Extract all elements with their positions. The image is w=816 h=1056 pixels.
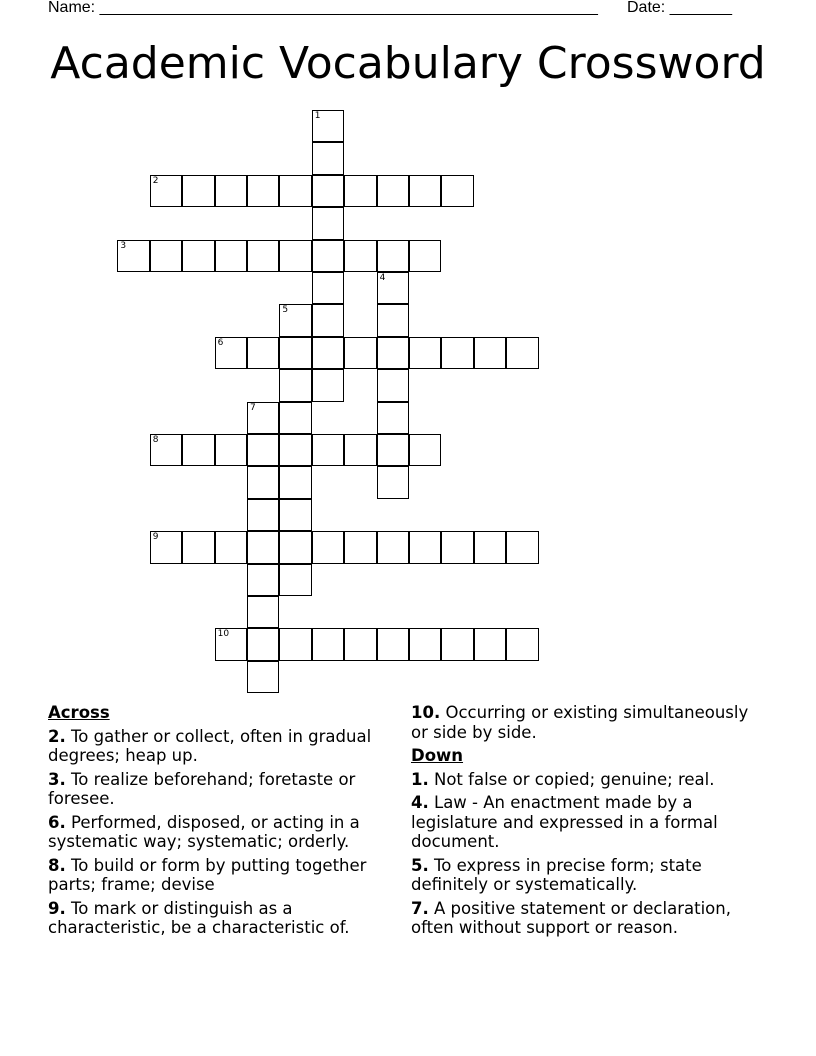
clues-left-column (48, 703, 398, 942)
clue-number-label: 10 (217, 629, 230, 640)
clue-text: To build or form by putting together parts; frame; devise (48, 855, 367, 894)
clue-text: Occurring or existing simultaneously or side by side. (411, 703, 749, 742)
grid-cell[interactable] (377, 402, 409, 434)
clue-number-label: 6 (217, 337, 224, 348)
grid-cell[interactable] (312, 110, 344, 142)
grid-cell[interactable] (247, 564, 279, 596)
clue-number: 7. (411, 898, 429, 918)
grid-cell[interactable] (506, 531, 538, 563)
clue-number-label: 8 (152, 435, 159, 445)
date-field[interactable]: Date: _______ (627, 0, 732, 16)
clue-text: To gather or collect, often in gradual degrees; heap up. (48, 726, 372, 765)
grid-cell[interactable] (312, 240, 344, 272)
clue-number-label: 7 (250, 402, 256, 413)
grid-cell[interactable] (377, 272, 409, 304)
grid-cell[interactable] (441, 531, 473, 563)
grid-cell[interactable] (409, 531, 441, 563)
grid-cell[interactable] (279, 240, 311, 272)
grid-cell[interactable] (312, 369, 344, 401)
grid-cell[interactable] (279, 564, 311, 596)
clue-text: To realize beforehand; foretaste or foresee. (48, 769, 356, 808)
grid-cell[interactable] (441, 175, 473, 207)
grid-cell[interactable] (150, 240, 182, 272)
grid-cell[interactable] (247, 240, 279, 272)
clue-number-label: 3 (120, 240, 127, 251)
clue-number: 3. (48, 769, 66, 789)
grid-cell[interactable] (409, 434, 441, 466)
clue-across-9 (48, 899, 398, 938)
grid-cell[interactable] (312, 531, 344, 563)
grid-cell[interactable] (409, 240, 441, 272)
grid-cell[interactable] (344, 434, 376, 466)
grid-cell[interactable] (377, 531, 409, 563)
grid-cell[interactable] (441, 628, 473, 660)
grid-cell[interactable] (215, 628, 247, 660)
grid-cell[interactable] (215, 434, 247, 466)
clue-across-10 (411, 703, 761, 742)
clue-number-label: 9 (152, 532, 159, 543)
clue-down-7 (411, 899, 761, 938)
grid-cell[interactable] (441, 337, 473, 369)
grid-cell[interactable] (150, 175, 182, 207)
grid-cell[interactable] (377, 337, 409, 369)
grid-cell[interactable] (279, 175, 311, 207)
clue-number: 6. (48, 812, 66, 832)
down-heading: Down (411, 746, 464, 765)
clue-across-2 (48, 727, 398, 766)
grid-cell[interactable] (279, 434, 311, 466)
grid-cell[interactable] (279, 466, 311, 498)
grid-cell[interactable] (312, 337, 344, 369)
page-title: Academic Vocabulary Crossword (50, 38, 766, 89)
grid-cell[interactable] (312, 207, 344, 239)
clue-text: Not false or copied; genuine; real. (428, 769, 715, 789)
grid-cell[interactable] (247, 434, 279, 466)
clue-number-label: 4 (379, 273, 386, 283)
grid-cell[interactable] (474, 337, 506, 369)
grid-cell[interactable] (247, 175, 279, 207)
grid-cell[interactable] (117, 240, 149, 272)
clue-text: Law - An enactment made by a legislature and expressed in a formal document. (411, 793, 718, 851)
clue-number-label: 5 (282, 305, 289, 316)
grid-cell[interactable] (247, 661, 279, 693)
grid-cell[interactable] (409, 628, 441, 660)
grid-cell[interactable] (279, 402, 311, 434)
grid-cell[interactable] (312, 434, 344, 466)
clue-number: 10. (411, 703, 441, 722)
grid-cell[interactable] (312, 628, 344, 660)
clue-number-label: 2 (152, 175, 159, 186)
grid-cell[interactable] (344, 531, 376, 563)
grid-cell[interactable] (312, 175, 344, 207)
grid-cell[interactable] (377, 466, 409, 498)
grid-cell[interactable] (247, 628, 279, 660)
grid-cell[interactable] (215, 531, 247, 563)
clues-right-column (411, 703, 761, 942)
grid-cell[interactable] (506, 337, 538, 369)
clue-across-8 (48, 856, 398, 895)
grid-cell[interactable] (312, 304, 344, 336)
grid-cell[interactable] (377, 240, 409, 272)
clue-across-6 (48, 813, 398, 852)
grid-cell[interactable] (279, 499, 311, 531)
grid-cell[interactable] (247, 466, 279, 498)
grid-cell[interactable] (182, 175, 214, 207)
grid-cell[interactable] (247, 499, 279, 531)
clue-number: 1. (411, 769, 429, 789)
clue-down-5 (411, 856, 761, 895)
across-heading: Across (48, 703, 110, 722)
grid-cell[interactable] (377, 369, 409, 401)
clue-number: 9. (48, 898, 66, 918)
grid-cell[interactable] (377, 304, 409, 336)
grid-cell[interactable] (344, 337, 376, 369)
clue-down-1 (411, 770, 761, 790)
grid-cell[interactable] (215, 240, 247, 272)
grid-cell[interactable] (182, 434, 214, 466)
grid-cell[interactable] (344, 240, 376, 272)
grid-cell[interactable] (377, 175, 409, 207)
grid-cell[interactable] (279, 304, 311, 336)
clue-text: To express in precise form; state definitely or systematically. (411, 855, 702, 894)
grid-cell[interactable] (409, 175, 441, 207)
clue-text: Performed, disposed, or acting in a systematic way; systematic; orderly. (48, 812, 360, 851)
grid-cell[interactable] (344, 628, 376, 660)
grid-cell[interactable] (150, 434, 182, 466)
clue-number: 8. (48, 855, 66, 875)
name-field[interactable]: Name: ________________________________________________________ (48, 0, 598, 16)
grid-cell[interactable] (409, 337, 441, 369)
grid-cell[interactable] (182, 240, 214, 272)
grid-cell[interactable] (279, 369, 311, 401)
grid-cell[interactable] (150, 531, 182, 563)
clue-text: A positive statement or declaration, often without support or reason. (411, 898, 731, 937)
clue-number: 4. (411, 793, 429, 812)
clue-across-3 (48, 770, 398, 809)
grid-cell[interactable] (279, 337, 311, 369)
grid-cell[interactable] (247, 596, 279, 628)
clue-number-label: 1 (314, 111, 321, 121)
grid-cell[interactable] (312, 272, 344, 304)
grid-cell[interactable] (247, 402, 279, 434)
grid-cell[interactable] (377, 434, 409, 466)
grid-cell[interactable] (215, 175, 247, 207)
clue-text: To mark or distinguish as a characteristic, be a characteristic of. (48, 898, 350, 937)
grid-cell[interactable] (279, 531, 311, 563)
grid-cell[interactable] (247, 337, 279, 369)
grid-cell[interactable] (215, 337, 247, 369)
grid-cell[interactable] (474, 628, 506, 660)
grid-cell[interactable] (506, 628, 538, 660)
grid-cell[interactable] (247, 531, 279, 563)
grid-cell[interactable] (344, 175, 376, 207)
grid-cell[interactable] (377, 628, 409, 660)
grid-cell[interactable] (279, 628, 311, 660)
clue-number: 5. (411, 855, 429, 875)
grid-cell[interactable] (312, 142, 344, 174)
clue-down-4 (411, 793, 761, 852)
grid-cell[interactable] (474, 531, 506, 563)
grid-cell[interactable] (182, 531, 214, 563)
clue-number: 2. (48, 726, 66, 746)
